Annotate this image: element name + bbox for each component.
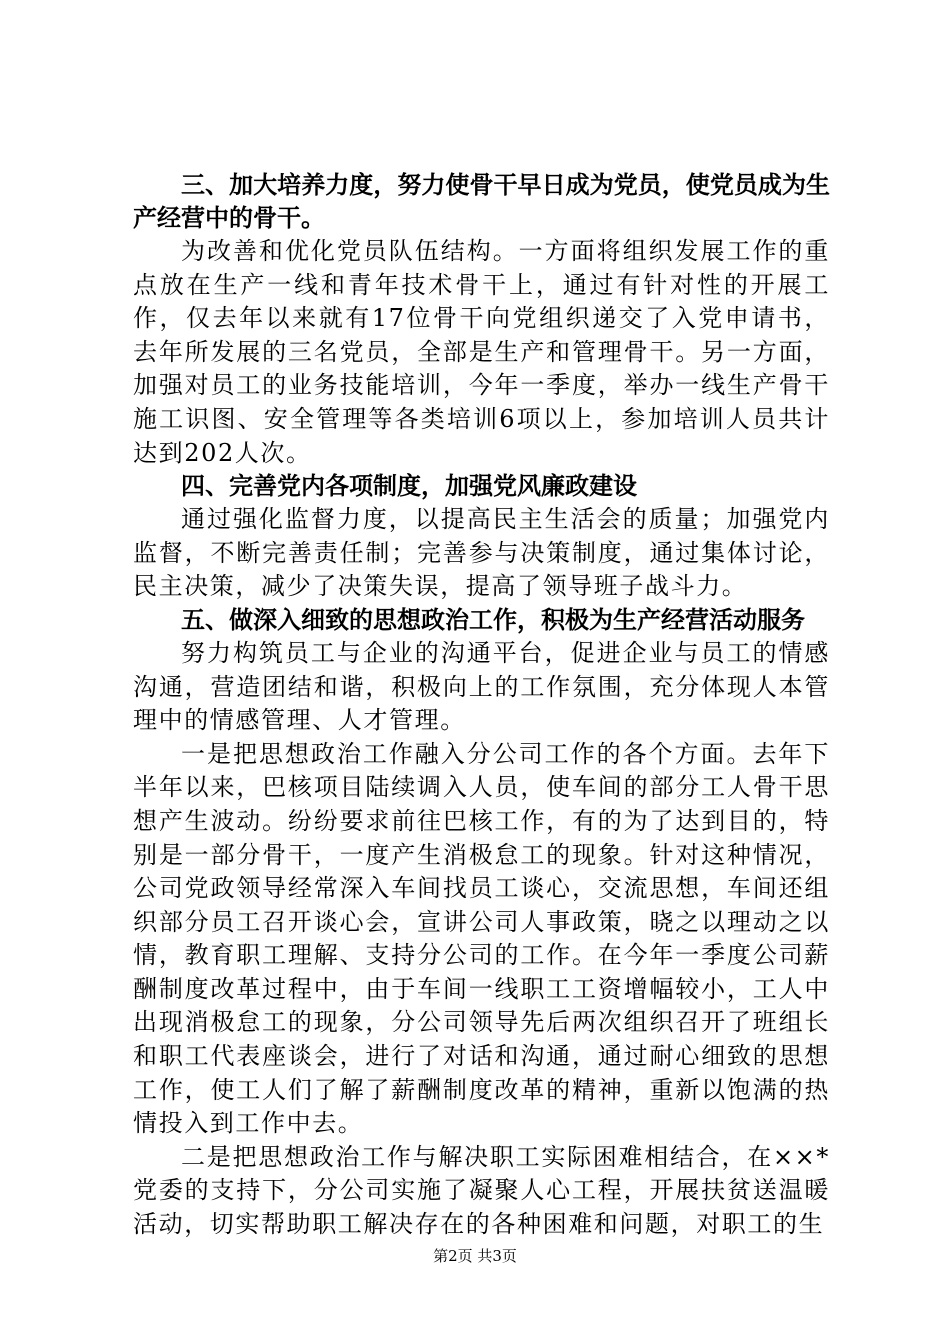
paragraph-party-supervision: 通过强化监督力度，以提高民主生活会的质量；加强党内监督，不断完善责任制；完善参与决策制度，通过集体讨论，民主决策，减少了决策失误，提高了领导班子战斗力。 [133, 505, 830, 601]
paragraph-communication-platform: 努力构筑员工与企业的沟通平台，促进企业与员工的情感沟通，营造团结和谐，积极向上的工作氛围，充分体现人本管理中的情感管理、人才管理。 [133, 638, 830, 735]
document-body [133, 169, 830, 1242]
section-heading-5: 五、做深入细致的思想政治工作，积极为生产经营活动服务 [181, 605, 805, 634]
paragraph-ideological-work-1: 一是把思想政治工作融入分公司工作的各个方面。去年下半年以来，巴核项目陆续调入人员，使车间的部分工人骨干思想产生波动。纷纷要求前往巴核工作，有的为了达到目的，特别是一部分骨干，一度产生消极怠工的现象。针对这种情况，公司党政领导经常深入车间找员工谈心，交流思想，车间还组织部分员工召开谈心会，宣讲公司人事政策，晓之以理动之以情，教育职工理解、支持分公司的工作。在今年一季度公司薪酬制度改革过程中，由于车间一线职工工资增幅较小，工人中出现消极怠工的现象，分公司领导先后两次组织召开了班组长和职工代表座谈会，进行了对话和沟通，通过耐心细致的思想工作，使工人们了解了薪酬制度改革的精神，重新以饱满的热情投入到工作中去。 [133, 739, 830, 1138]
paragraph-ideological-work-2: 二是把思想政治工作与解决职工实际困难相结合，在××*党委的支持下，分公司实施了凝聚人心工程，开展扶贫送温暖活动，切实帮助职工解决存在的各种困难和问题，对职工的生 [133, 1142, 830, 1239]
section-heading-4: 四、完善党内各项制度，加强党风廉政建设 [181, 472, 637, 501]
section-heading-3: 三、加大培养力度，努力使骨干早日成为党员，使党员成为生产经营中的骨干。 [133, 171, 830, 232]
paragraph-member-development: 为改善和优化党员队伍结构。一方面将组织发展工作的重点放在生产一线和青年技术骨干上，通过有针对性的开展工作，仅去年以来就有17位骨干向党组织递交了入党申请书，去年所发展的三名党员，全部是生产和管理骨干。另一方面，加强对员工的业务技能培训，今年一季度，举办一线生产骨干施工识图、安全管理等各类培训6项以上，参加培训人员共计达到202人次。 [133, 237, 830, 467]
page-number-footer: 第2页 共3页 [433, 1247, 517, 1265]
